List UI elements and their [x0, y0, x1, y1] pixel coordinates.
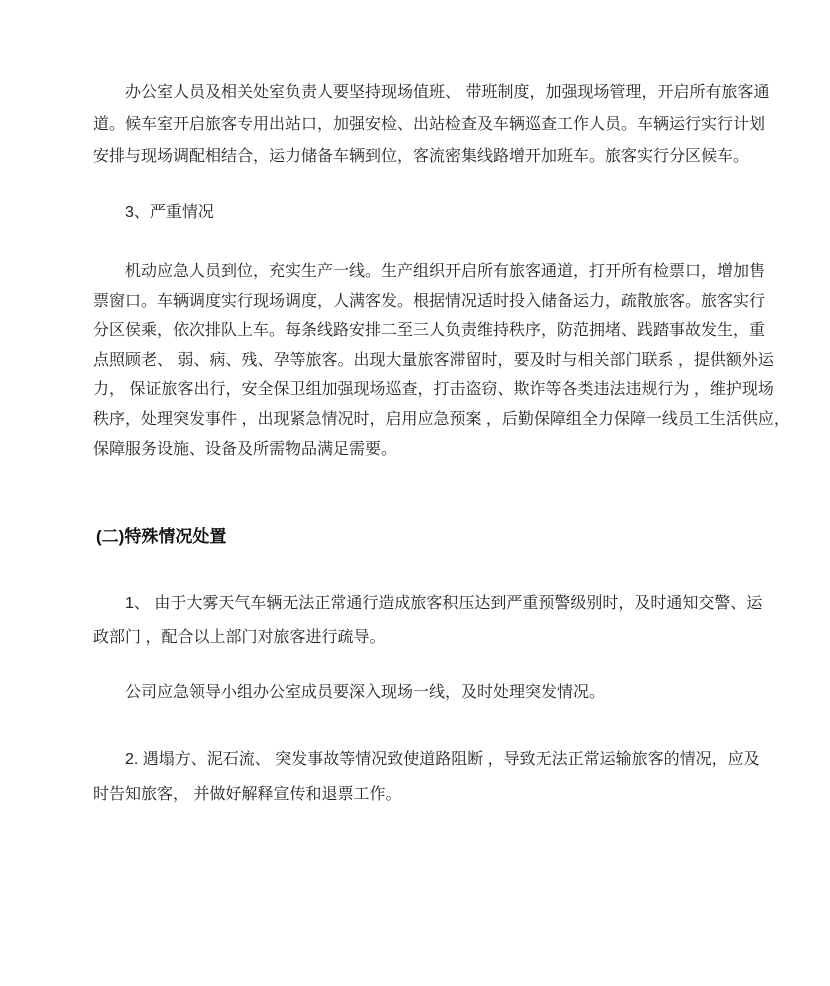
- text-line: 票窗口。车辆调度实行现场调度，人满客发。根据情况适时投入储备运力，疏散旅客。旅客实行: [93, 292, 766, 310]
- paragraph-2: [93, 257, 790, 464]
- text-line: 保障服务设施、设备及所需物品满足需要。: [93, 440, 398, 458]
- text-line: 分区侯乘，依次排队上车。每条线路安排二至三人负责维持秩序，防范拥堵、践踏事故发生，重: [93, 322, 766, 340]
- text-line: 安排与现场调配相结合，运力储备车辆到位，客流密集线路增开加班车。旅客实行分区候车。: [93, 148, 750, 165]
- text-line: 办公室人员及相关处室负责人要坚持现场值班、 带班制度，加强现场管理，开启所有旅客通: [125, 84, 770, 101]
- paragraph-3: [93, 677, 753, 709]
- text-line: 2. 遇塌方、泥石流、 突发事故等情况致使道路阻断 ，导致无法正常运输旅客的情况，应及: [125, 751, 760, 768]
- paragraph-1: [93, 77, 770, 173]
- text-line: 公司应急领导小组办公室成员要深入现场一线，及时处理突发情况。: [125, 684, 606, 701]
- text-line: 时告知旅客， 并做好解释宣传和退票工作。: [93, 786, 402, 803]
- text-line: 1、 由于大雾天气车辆无法正常通行造成旅客积压达到严重预警级别时，及时通知交警、运: [125, 595, 763, 612]
- subheading-text: 3、严重情况: [125, 204, 214, 221]
- text-line: 道。候车室开启旅客专用出站口，加强安检、出站检查及车辆巡查工作人员。车辆运行实行计划: [93, 116, 766, 133]
- text-line: 力， 保证旅客出行，安全保卫组加强现场巡查，打击盗窃、欺诈等各类违法违规行为 ，维护现场: [93, 381, 774, 399]
- item-2: [93, 742, 760, 812]
- text-line: 政部门 ，配合以上部门对旅客进行疏导。: [93, 629, 386, 646]
- text-line: 机动应急人员到位，充实生产一线。生产组织开启所有旅客通道，打开所有检票口，增加售: [125, 263, 766, 280]
- text-line: 秩序，处理突发事件 ，出现紧急情况时，启用应急预案 ，后勤保障组全力保障一线员工生活供应，: [93, 410, 790, 428]
- text-line: 点照顾老、 弱、病、残、孕等旅客。出现大量旅客滞留时，要及时与相关部门联系 ，提供额外运: [93, 351, 774, 369]
- section-heading: (二)特殊情况处置: [96, 527, 227, 546]
- subheading-severe: [93, 197, 753, 229]
- item-1: [93, 587, 763, 655]
